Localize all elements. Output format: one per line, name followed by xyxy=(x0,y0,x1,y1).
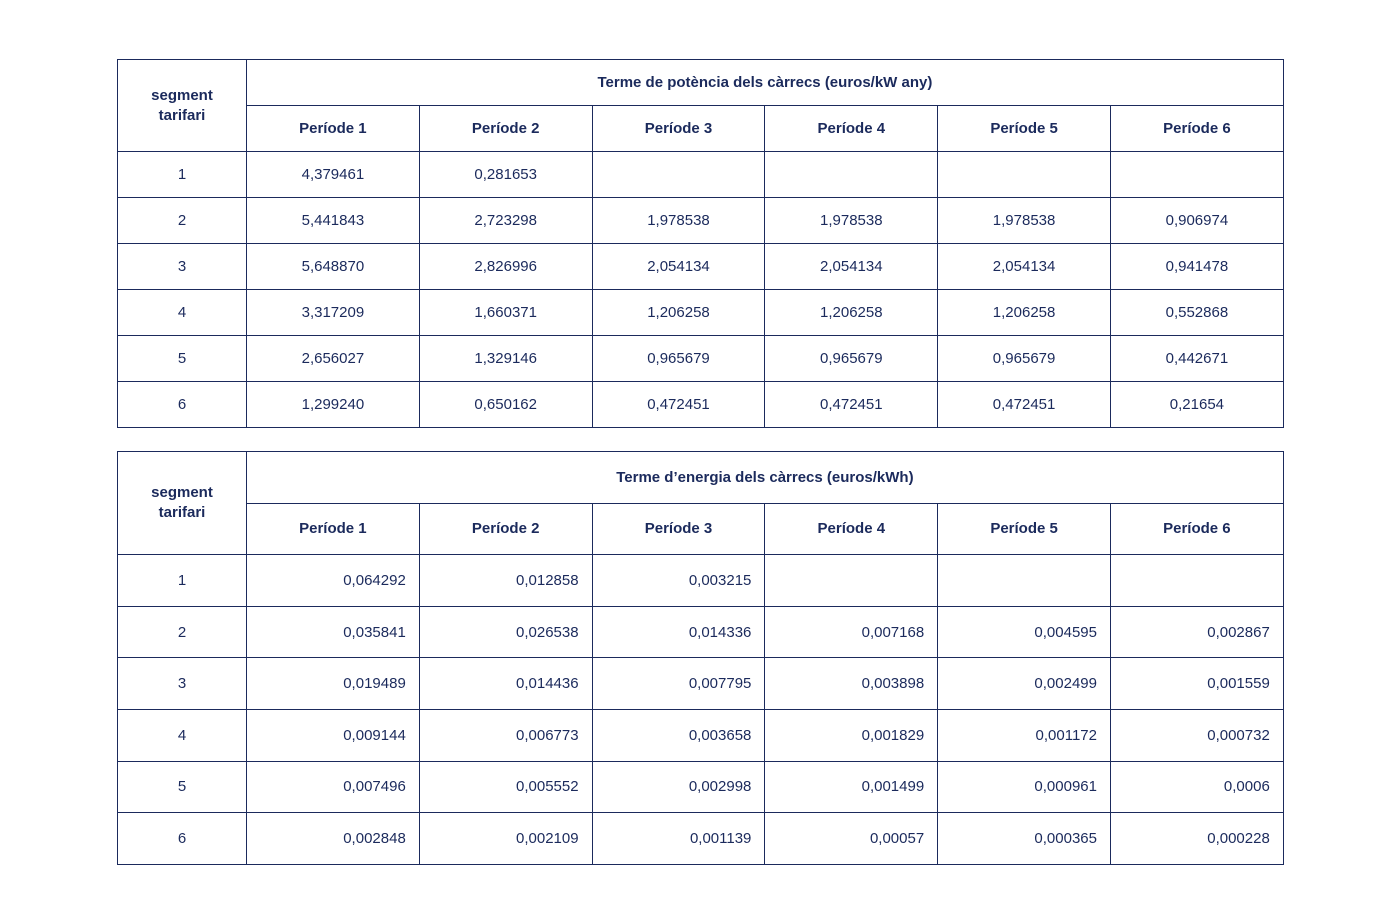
value-cell: 0,965679 xyxy=(938,336,1111,382)
value-cell: 0,472451 xyxy=(592,382,765,428)
segment-header xyxy=(118,60,247,152)
value-cell: 0,442671 xyxy=(1110,336,1283,382)
table-row xyxy=(118,336,1284,382)
table-row xyxy=(118,555,1284,607)
value-cell: 0,002499 xyxy=(938,658,1111,710)
value-cell: 0,012858 xyxy=(419,555,592,607)
segment-cell: 3 xyxy=(118,244,247,290)
value-cell: 0,002848 xyxy=(247,813,420,865)
period-header: Període 4 xyxy=(765,503,938,555)
value-cell: 0,001139 xyxy=(592,813,765,865)
segment-header xyxy=(118,452,247,555)
value-cell: 0,281653 xyxy=(419,152,592,198)
group-header: Terme d’energia dels càrrecs (euros/kWh) xyxy=(247,452,1284,504)
value-cell: 0,906974 xyxy=(1110,198,1283,244)
value-cell: 0,002867 xyxy=(1110,606,1283,658)
value-cell xyxy=(938,152,1111,198)
value-cell: 5,441843 xyxy=(247,198,420,244)
value-cell: 2,054134 xyxy=(938,244,1111,290)
value-cell: 0,0006 xyxy=(1110,761,1283,813)
period-header-row xyxy=(118,503,1284,555)
value-cell: 2,826996 xyxy=(419,244,592,290)
value-cell: 0,000228 xyxy=(1110,813,1283,865)
value-cell xyxy=(592,152,765,198)
energy-charges-table xyxy=(117,451,1284,865)
value-cell: 0,650162 xyxy=(419,382,592,428)
value-cell: 2,723298 xyxy=(419,198,592,244)
value-cell: 1,660371 xyxy=(419,290,592,336)
value-cell: 1,978538 xyxy=(938,198,1111,244)
value-cell xyxy=(938,555,1111,607)
value-cell: 2,054134 xyxy=(592,244,765,290)
period-header: Període 2 xyxy=(419,503,592,555)
value-cell: 0,001172 xyxy=(938,709,1111,761)
value-cell: 0,000732 xyxy=(1110,709,1283,761)
value-cell xyxy=(765,152,938,198)
value-cell: 3,317209 xyxy=(247,290,420,336)
segment-cell: 6 xyxy=(118,813,247,865)
period-header: Període 1 xyxy=(247,503,420,555)
value-cell: 0,000961 xyxy=(938,761,1111,813)
power-table-body xyxy=(118,152,1284,428)
period-header: Període 3 xyxy=(592,503,765,555)
power-charges-table xyxy=(117,59,1284,428)
value-cell: 0,000365 xyxy=(938,813,1111,865)
value-cell: 0,026538 xyxy=(419,606,592,658)
value-cell: 1,206258 xyxy=(592,290,765,336)
value-cell xyxy=(1110,555,1283,607)
value-cell: 0,00057 xyxy=(765,813,938,865)
segment-cell: 5 xyxy=(118,336,247,382)
table-row xyxy=(118,290,1284,336)
segment-cell: 4 xyxy=(118,709,247,761)
value-cell: 4,379461 xyxy=(247,152,420,198)
value-cell: 5,648870 xyxy=(247,244,420,290)
value-cell: 0,007496 xyxy=(247,761,420,813)
value-cell: 0,009144 xyxy=(247,709,420,761)
value-cell xyxy=(765,555,938,607)
segment-header-line1: segment xyxy=(151,86,213,104)
value-cell: 0,002109 xyxy=(419,813,592,865)
value-cell xyxy=(1110,152,1283,198)
value-cell: 0,003658 xyxy=(592,709,765,761)
segment-cell: 1 xyxy=(118,555,247,607)
table-row xyxy=(118,813,1284,865)
value-cell: 1,206258 xyxy=(765,290,938,336)
segment-cell: 6 xyxy=(118,382,247,428)
table-row xyxy=(118,761,1284,813)
header-row xyxy=(118,60,1284,106)
value-cell: 0,014336 xyxy=(592,606,765,658)
value-cell: 2,054134 xyxy=(765,244,938,290)
value-cell: 1,206258 xyxy=(938,290,1111,336)
value-cell: 0,006773 xyxy=(419,709,592,761)
value-cell: 0,064292 xyxy=(247,555,420,607)
segment-cell: 5 xyxy=(118,761,247,813)
period-header: Període 1 xyxy=(247,106,420,152)
table-row xyxy=(118,382,1284,428)
period-header: Període 6 xyxy=(1110,106,1283,152)
header-row xyxy=(118,452,1284,504)
value-cell: 1,978538 xyxy=(592,198,765,244)
value-cell: 0,552868 xyxy=(1110,290,1283,336)
value-cell: 0,001499 xyxy=(765,761,938,813)
segment-header-line1: segment xyxy=(151,484,213,502)
value-cell: 0,002998 xyxy=(592,761,765,813)
value-cell: 0,005552 xyxy=(419,761,592,813)
value-cell: 0,965679 xyxy=(765,336,938,382)
period-header-row xyxy=(118,106,1284,152)
value-cell: 0,001559 xyxy=(1110,658,1283,710)
value-cell: 0,941478 xyxy=(1110,244,1283,290)
value-cell: 0,472451 xyxy=(938,382,1111,428)
value-cell: 0,004595 xyxy=(938,606,1111,658)
period-header: Període 5 xyxy=(938,106,1111,152)
value-cell: 1,329146 xyxy=(419,336,592,382)
period-header: Període 2 xyxy=(419,106,592,152)
segment-cell: 3 xyxy=(118,658,247,710)
table-row xyxy=(118,709,1284,761)
value-cell: 0,019489 xyxy=(247,658,420,710)
segment-cell: 2 xyxy=(118,606,247,658)
value-cell: 0,003215 xyxy=(592,555,765,607)
period-header: Període 4 xyxy=(765,106,938,152)
period-header: Període 3 xyxy=(592,106,765,152)
period-header: Període 5 xyxy=(938,503,1111,555)
period-header: Període 6 xyxy=(1110,503,1283,555)
table-row xyxy=(118,658,1284,710)
table-row xyxy=(118,244,1284,290)
value-cell: 2,656027 xyxy=(247,336,420,382)
table-row xyxy=(118,152,1284,198)
value-cell: 0,472451 xyxy=(765,382,938,428)
value-cell: 1,299240 xyxy=(247,382,420,428)
segment-cell: 4 xyxy=(118,290,247,336)
value-cell: 0,003898 xyxy=(765,658,938,710)
value-cell: 1,978538 xyxy=(765,198,938,244)
table-row xyxy=(118,198,1284,244)
value-cell: 0,001829 xyxy=(765,709,938,761)
segment-cell: 2 xyxy=(118,198,247,244)
value-cell: 0,007795 xyxy=(592,658,765,710)
group-header: Terme de potència dels càrrecs (euros/kW any) xyxy=(247,60,1284,106)
value-cell: 0,965679 xyxy=(592,336,765,382)
segment-cell: 1 xyxy=(118,152,247,198)
energy-table-body xyxy=(118,555,1284,865)
segment-header-line2: tarifari xyxy=(158,504,206,522)
value-cell: 0,21654 xyxy=(1110,382,1283,428)
table-row xyxy=(118,606,1284,658)
value-cell: 0,035841 xyxy=(247,606,420,658)
segment-header-line2: tarifari xyxy=(158,106,206,124)
value-cell: 0,007168 xyxy=(765,606,938,658)
value-cell: 0,014436 xyxy=(419,658,592,710)
